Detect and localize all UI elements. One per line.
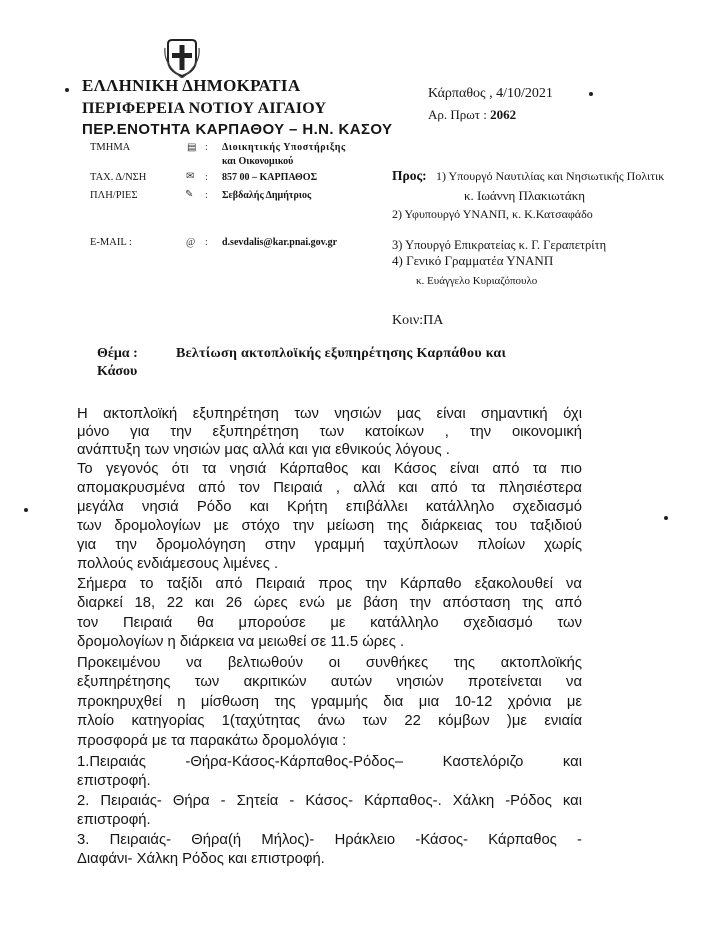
recipients-label: Προς: bbox=[392, 168, 427, 183]
pen-icon: ✎ bbox=[185, 189, 194, 200]
email-label: E-MAIL : bbox=[90, 237, 132, 248]
body-line: για την δρομολόγηση στην γραμμή ταχύπλοων πλοίων χωρίς bbox=[77, 537, 582, 553]
contact-value: Σεβδαλής Δημήτριος bbox=[222, 190, 312, 201]
contact-label: ΠΛΗ/ΡΙΕΣ bbox=[90, 190, 138, 201]
greek-emblem-icon bbox=[163, 38, 201, 78]
protocol-number bbox=[428, 107, 516, 123]
department-label: ΤΜΗΜΑ bbox=[90, 142, 131, 153]
header-country: ΕΛΛΗΝΙΚΗ ΔΗΜΟΚΡΑΤΙΑ bbox=[82, 76, 301, 95]
protocol-value: 2062 bbox=[490, 107, 517, 122]
recipient-4-name: κ. Ευάγγελο Κυριαζόπουλο bbox=[416, 275, 538, 287]
recipient-4: 4) Γενικό Γραμματέα ΥΝΑΝΠ bbox=[392, 253, 554, 268]
colon-sep: : bbox=[205, 172, 208, 183]
body-line: Διαφάνι- Χάλκη Ρόδος και επιστροφή. bbox=[77, 851, 325, 867]
body-line: τον Πειραιά θα μπορούσε με κατάλληλο σχεδιασμό των bbox=[77, 615, 582, 631]
scan-speck bbox=[589, 92, 593, 96]
header-unit: ΠΕΡ.ΕΝΟΤΗΤΑ ΚΑΡΠΑΘΟΥ – Η.Ν. ΚΑΣΟΥ bbox=[82, 121, 393, 138]
recipient-1-name: κ. Ιωάννη Πλακιωτάκη bbox=[464, 188, 586, 203]
body-line: 1.Πειραιάς -Θήρα-Κάσος-Κάρπαθος-Ρόδος– Καστελόριζο και bbox=[77, 754, 582, 770]
at-icon: @ bbox=[186, 237, 196, 248]
body-line: επιστροφή. bbox=[77, 773, 151, 789]
recipient-2: 2) Υφυπουργό ΥΝΑΝΠ, κ. Κ.Κατσαφάδο bbox=[392, 207, 593, 221]
body-line: πλοίο κατηγορίας 1(ταχύτητας άνω των 22 κόμβων )με ενιαία bbox=[77, 713, 582, 729]
email-value: d.sevdalis@kar.pnai.gov.gr bbox=[222, 237, 338, 248]
recipient-1: 1) Υπουργό Ναυτιλίας και Νησιωτικής Πολιτικ bbox=[436, 169, 665, 183]
scan-speck bbox=[664, 516, 668, 520]
subject-line-2: Κάσου bbox=[97, 364, 138, 379]
colon-sep: : bbox=[205, 237, 208, 248]
body-line: επιστροφή. bbox=[77, 812, 151, 828]
department-value: Διοικητικής Υποστήριξης bbox=[222, 142, 346, 153]
colon-sep: : bbox=[205, 190, 208, 201]
envelope-icon: ✉ bbox=[186, 171, 195, 182]
department-value-2: και Οικονομικού bbox=[222, 156, 294, 167]
body-line: μεγάλα νησιά Ρόδο και Κρήτη επιβάλλει κατάλληλο σχεδιασμό bbox=[77, 499, 582, 515]
body-line: Προκειμένου να βελτιωθούν οι συνθήκες της ακτοπλοϊκής bbox=[77, 655, 582, 671]
body-line: πολλούς ενδιάμεσους λιμένες . bbox=[77, 556, 279, 572]
header-region: ΠΕΡΙΦΕΡΕΙΑ ΝΟΤΙΟΥ ΑΙΓΑΙΟΥ bbox=[82, 100, 327, 117]
colon-sep: : bbox=[205, 142, 208, 153]
body-line: απομακρυσμένα από τον Πειραιά , αλλά και από τα πλησιέστερα bbox=[77, 480, 582, 496]
body-line: διαρκεί 18, 22 και 26 ώρες ενώ με βάση την απόσταση της από bbox=[77, 595, 582, 611]
body-line: των δρομολογίων με στόχο την μείωση της διάρκειας του ταξιδιού bbox=[77, 518, 582, 534]
recipient-3: 3) Υπουργό Επικρατείας κ. Γ. Γεραπετρίτη bbox=[392, 238, 607, 252]
scan-speck bbox=[24, 508, 28, 512]
body-line: προκηρυχθεί η μίσθωση της γραμμής δια μια 10-12 χρόνια με bbox=[77, 694, 582, 710]
scan-speck bbox=[65, 88, 69, 92]
body-line: 3. Πειραιάς- Θήρα(ή Μήλος)- Ηράκλειο -Κάσος- Κάρπαθος - bbox=[77, 832, 582, 848]
body-line: μόνο για την εξυπηρέτηση των κατοίκων , την οικονομική bbox=[77, 424, 582, 440]
cc-line: Κοιν:ΠΑ bbox=[392, 313, 444, 328]
building-icon: ▤ bbox=[187, 142, 197, 153]
subject-line-1: Βελτίωση ακτοπλοϊκής εξυπηρέτησης Καρπάθου και bbox=[176, 346, 507, 361]
body-line: ανάπτυξη των νησιών μας αλλά και για εθνικούς λόγους . bbox=[77, 442, 450, 458]
body-line: 2. Πειραιάς- Θήρα - Σητεία - Κάσος- Κάρπαθος-. Χάλκη -Ρόδος και bbox=[77, 793, 582, 809]
body-line: Σήμερα το ταξίδι από Πειραιά προς την Κάρπαθο εξακολουθεί να bbox=[77, 576, 582, 592]
body-line: Το γεγονός ότι τα νησιά Κάρπαθος και Κάσος είναι από τα πιο bbox=[77, 461, 582, 477]
body-line: δρομολογίων η διάρκεια να μειωθεί σε 11.5 ώρες . bbox=[77, 634, 405, 650]
protocol-label: Αρ. Πρωτ : bbox=[428, 107, 487, 122]
subject-label: Θέμα : bbox=[97, 346, 138, 361]
address-value: 857 00 – ΚΑΡΠΑΘΟΣ bbox=[222, 172, 318, 183]
body-line: Η ακτοπλοϊκή εξυπηρέτηση των νησιών μας είναι σημαντική όχι bbox=[77, 406, 582, 422]
address-label: ΤΑΧ. Δ/ΝΣΗ bbox=[90, 172, 147, 183]
document-date: Κάρπαθος , 4/10/2021 bbox=[428, 86, 553, 101]
body-line: προσφορά με τα παρακάτω δρομολόγια : bbox=[77, 733, 347, 749]
body-line: εξυπηρέτησης των ακριτικών αυτών νησιών προτείνεται να bbox=[77, 674, 582, 690]
